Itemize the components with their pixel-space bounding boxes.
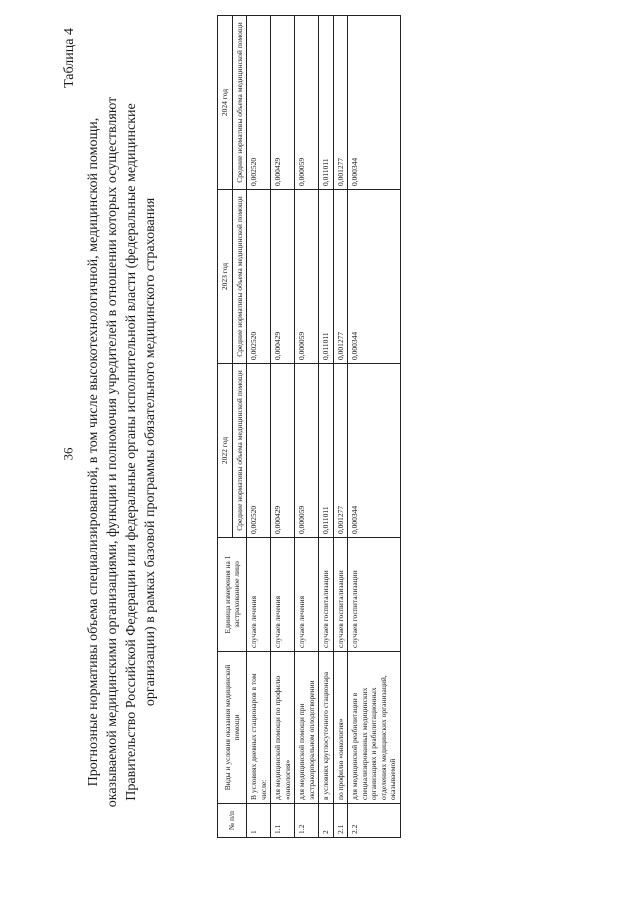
row-unit: случаев лечения <box>271 538 295 652</box>
row-value-2023: 0,011011 <box>319 190 334 364</box>
document-title: Прогнозные нормативы объема специализированной, в том числе высокотехнологичной, медицинской помощи, оказываемой медицинскими организациями, функции и полномочия учредителей в отношении которых осуществляют Правительство Российской Федерации или федеральные органы исполнительной власти (федеральные медицинские организации) в рамках базовой программы обязательного медицинского страхования <box>86 96 158 808</box>
row-unit: случаев госпитализации <box>348 538 401 652</box>
row-value-2024: 0,000344 <box>348 16 401 190</box>
table-row <box>333 16 348 838</box>
row-value-2023: 0,000344 <box>348 190 401 364</box>
row-num: 2.2 <box>348 804 401 838</box>
row-type: для медицинской реабилитации в специализированных медицинских организациях и реабилитационных отделениях медицинских организаций, оказываемой <box>348 652 401 804</box>
table-row <box>247 16 271 838</box>
row-value-2023: 0,000059 <box>295 190 319 364</box>
header-norm-2022: Средние нормативы объема медицинской помощи <box>232 364 247 538</box>
row-value-2022: 0,000059 <box>295 364 319 538</box>
row-unit: случаев госпитализации <box>333 538 348 652</box>
row-value-2023: 0,001277 <box>333 190 348 364</box>
table-label: Таблица 4 <box>62 28 77 88</box>
header-year-2024: 2024 год <box>218 16 233 190</box>
row-unit: случаев лечения <box>295 538 319 652</box>
header-norm-2023: Средние нормативы объема медицинской помощи <box>232 190 247 364</box>
row-value-2024: 0,000059 <box>295 16 319 190</box>
header-unit: Единица измерения на 1 застрахованное лицо <box>218 538 247 652</box>
row-num: 1 <box>247 804 271 838</box>
row-type: для медицинской помощи по профилю «онкология» <box>271 652 295 804</box>
row-value-2022: 0,000429 <box>271 364 295 538</box>
header-norm-2024: Средние нормативы объема медицинской помощи <box>232 16 247 190</box>
header-year-2022: 2022 год <box>218 364 233 538</box>
row-num: 2 <box>319 804 334 838</box>
row-value-2024: 0,011011 <box>319 16 334 190</box>
row-value-2022: 0,002520 <box>247 364 271 538</box>
row-value-2022: 0,000344 <box>348 364 401 538</box>
header-type: Виды и условия оказания медицинской помощи <box>218 652 247 804</box>
rotated-page-content <box>60 22 580 882</box>
row-value-2023: 0,002520 <box>247 190 271 364</box>
header-num: № п/п <box>218 804 247 838</box>
header-year-2023: 2023 год <box>218 190 233 364</box>
row-value-2022: 0,011011 <box>319 364 334 538</box>
page-number: 36 <box>60 447 76 461</box>
row-value-2024: 0,000429 <box>271 16 295 190</box>
row-unit: случаев лечения <box>247 538 271 652</box>
table-row <box>295 16 319 838</box>
row-num: 1.1 <box>271 804 295 838</box>
table-header-row-years <box>218 16 233 838</box>
row-type: для медицинской помощи при экстракорпоральном оплодотворении <box>295 652 319 804</box>
row-value-2023: 0,000429 <box>271 190 295 364</box>
row-type: в условиях круглосуточного стационара <box>319 652 334 804</box>
row-value-2024: 0,002520 <box>247 16 271 190</box>
table-row <box>348 16 401 838</box>
table-row <box>319 16 334 838</box>
row-value-2022: 0,001277 <box>333 364 348 538</box>
row-type: В условиях дневных стационаров в том числе: <box>247 652 271 804</box>
row-unit: случаев госпитализации <box>319 538 334 652</box>
row-type: по профилю «онкология» <box>333 652 348 804</box>
row-value-2024: 0,001277 <box>333 16 348 190</box>
row-num: 2.1 <box>333 804 348 838</box>
row-num: 1.2 <box>295 804 319 838</box>
table-row <box>271 16 295 838</box>
norms-table <box>217 15 401 838</box>
